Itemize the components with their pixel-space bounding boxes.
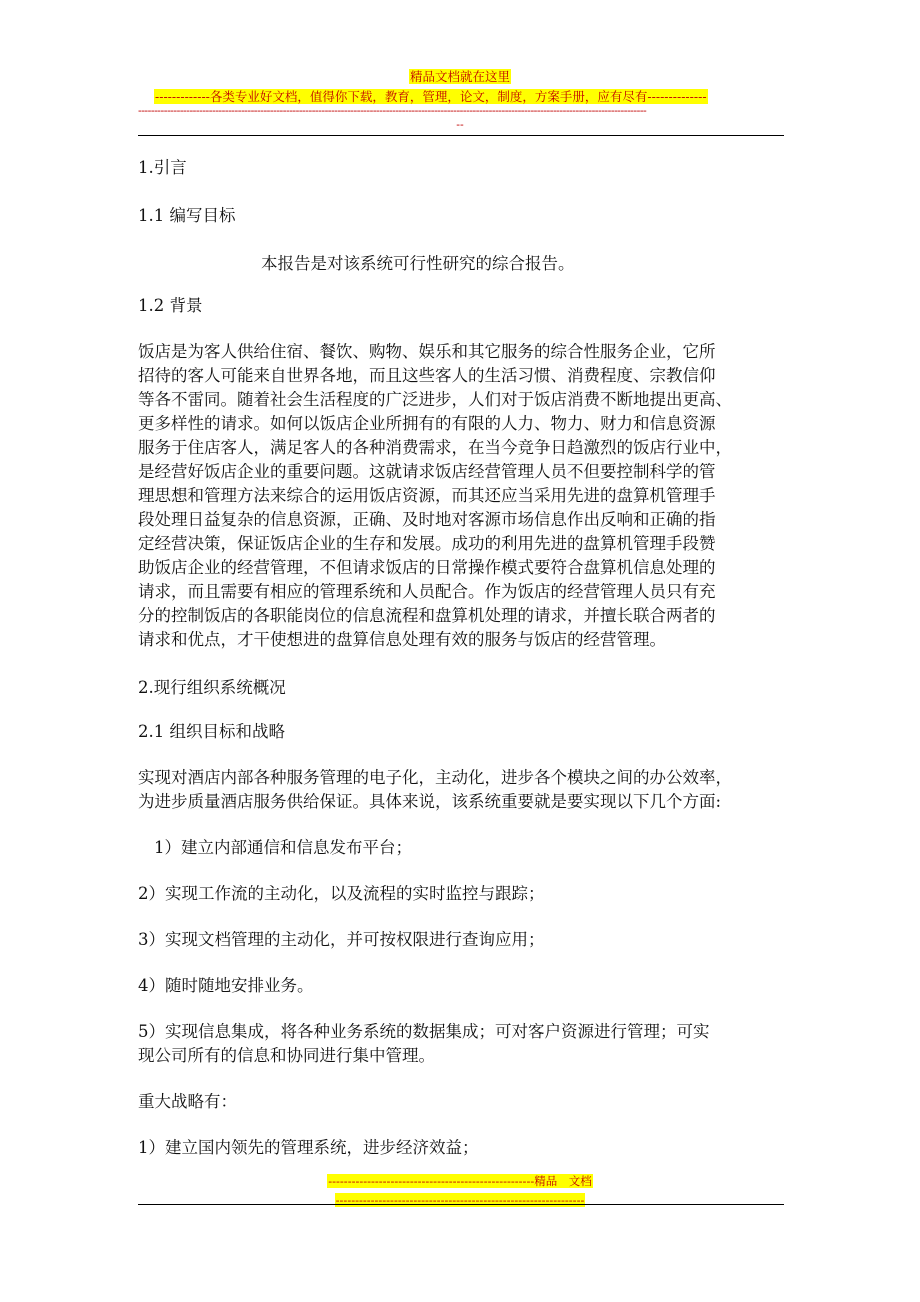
bg-line: 更多样性的请求。如何以饭店企业所拥有的有限的人力、物力、财力和信息资源 [138, 414, 716, 433]
header-subtitle-text: -------------各类专业好文档，值得你下载，教育，管理，论文，制度，方案手册，应有尽有-------------- [155, 89, 707, 104]
footer-line-2 [0, 1189, 920, 1208]
footer-rule [138, 1204, 784, 1205]
bg-line: 定经营决策，保证饭店企业的生存和发展。成功的利用先进的盘算机管理手段赞 [138, 534, 716, 553]
strategy-heading: 重大战略有： [138, 1092, 237, 1111]
bg-line: 等各不雷同。随着社会生活程度的广泛进步，人们对于饭店消费不断地提出更高、 [138, 390, 732, 409]
heading-1-1: 1.1 编写目标 [138, 206, 236, 225]
header-title [0, 66, 920, 85]
bg-line: 招待的客人可能来自世界各地，而且这些客人的生活习惯、消费程度、宗教信仰 [138, 366, 716, 385]
bg-line: 是经营好饭店企业的重要问题。这就请求饭店经营管理人员不但要控制科学的管 [138, 462, 716, 481]
strategy-item: 1）建立国内领先的管理系统，进步经济效益； [138, 1138, 479, 1157]
bg-line: 请求，而且需要有相应的管理系统和人员配合。作为饭店的经营管理人员只有充 [138, 582, 716, 601]
bg-line: 请求和优点，才干使想进的盘算信息处理有效的服务与饭店的经营管理。 [138, 630, 666, 649]
bg-line: 段处理日益复杂的信息资源，正确、及时地对客源市场信息作出反响和正确的指 [138, 510, 716, 529]
list-item: 4）随时随地安排业务。 [138, 976, 314, 995]
footer-line-1 [0, 1170, 920, 1189]
bg-line: 服务于住店客人，满足客人的各种消费需求，在当今竞争日趋激烈的饭店行业中， [138, 438, 732, 457]
list-item: 1）建立内部通信和信息发布平台； [154, 838, 412, 857]
bg-line: 饭店是为客人供给住宿、餐饮、购物、娱乐和其它服务的综合性服务企业，它所 [138, 342, 716, 361]
header-title-text: 精品文档就在这里 [409, 69, 510, 84]
header-rule [138, 135, 784, 136]
heading-1-2: 1.2 背景 [138, 296, 203, 315]
goal-paragraph: 本报告是对该系统可行性研究的综合报告。 [261, 254, 575, 273]
heading-2-1: 2.1 组织目标和战略 [138, 722, 285, 741]
list-item: 3）实现文档管理的主动化，并可按权限进行查询应用； [138, 930, 545, 949]
header-dash-line: -------------------------------------------------------------------------------------------------------------------------------------------------------------- [138, 105, 647, 117]
intro-line: 实现对酒店内部各种服务管理的电子化，主动化，进步各个模块之间的办公效率， [138, 768, 732, 787]
bg-line: 理思想和管理方法来综合的运用饭店资源，而其还应当采用先进的盘算机管理手 [138, 486, 716, 505]
intro-line: 为进步质量酒店服务供给保证。具体来说，该系统重要就是要实现以下几个方面: [138, 792, 722, 811]
footer-line-2-text: ---------------------------------------------------------------- [335, 1193, 585, 1207]
list-item: 2）实现工作流的主动化，以及流程的实时监控与跟踪； [138, 884, 545, 903]
list-item: 5）实现信息集成，将各种业务系统的数据集成；可对客户资源进行管理；可实 [138, 1022, 710, 1041]
bg-line: 分的控制饭店的各职能岗位的信息流程和盘算机处理的请求，并擅长联合两者的 [138, 606, 716, 625]
header-subtitle [154, 86, 708, 105]
list-item-continuation: 现公司所有的信息和协同进行集中管理。 [138, 1046, 435, 1065]
heading-1: 1.引言 [138, 158, 187, 177]
header-dash-short: -- [456, 118, 464, 131]
heading-2: 2.现行组织系统概况 [138, 678, 286, 697]
footer-line-1-text: -----------------------------------------------------精品 文档 [328, 1174, 592, 1188]
bg-line: 助饭店企业的经营管理，不但请求饭店的日常操作模式要符合盘算机信息处理的 [138, 558, 716, 577]
